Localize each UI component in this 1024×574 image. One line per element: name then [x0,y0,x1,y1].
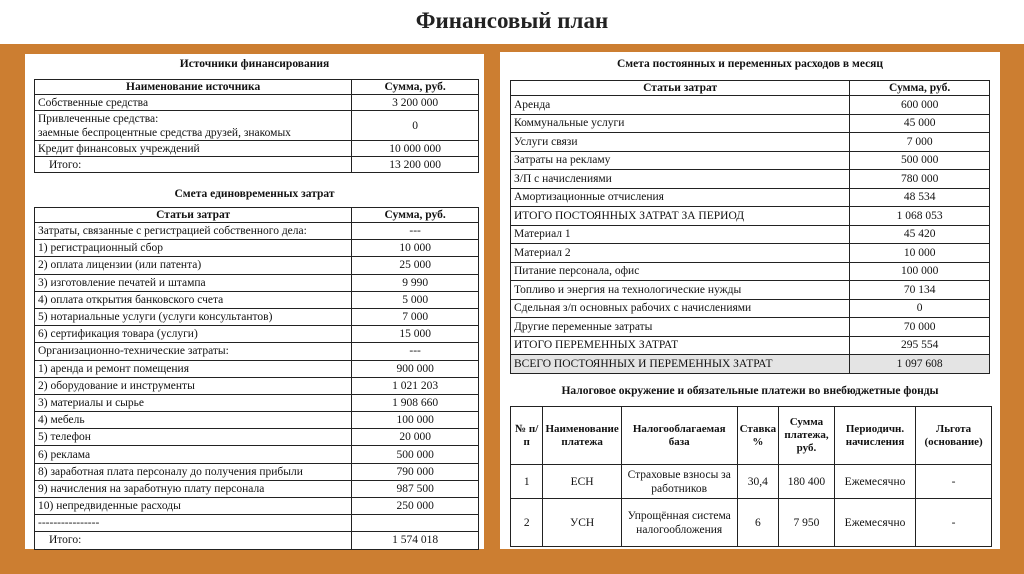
tax-cell-name: ЕСН [543,465,621,499]
cost-item-sum: 790 000 [352,463,479,480]
left-sheet [25,54,484,549]
cost-item-name: Аренда [511,96,850,115]
table-row [35,343,479,360]
table-row [35,257,479,274]
tax-cell-period: Ежемесячно [834,465,915,499]
cost-item-name: 3) изготовление печатей и штампа [35,274,352,291]
cost-item-name: ВСЕГО ПОСТОЯННЫХ И ПЕРЕМЕННЫХ ЗАТРАТ [511,355,850,374]
cost-item-sum: 7 000 [352,308,479,325]
col-header: Сумма платежа, руб. [779,407,835,465]
cost-item-name: 8) заработная плата персоналу до получения прибыли [35,463,352,480]
cost-item-sum: 1 097 608 [850,355,990,374]
cost-item-sum: 25 000 [352,257,479,274]
table-row [35,95,479,111]
table-row [511,133,990,152]
cost-item-name: ИТОГО ПЕРЕМЕННЫХ ЗАТРАТ [511,336,850,355]
cost-item-sum: 500 000 [850,151,990,170]
cost-item-sum: 0 [352,111,479,141]
tax-cell-period: Ежемесячно [834,499,915,547]
table-row [35,223,479,240]
cost-item-sum: 600 000 [850,96,990,115]
cost-item-name: 1) аренда и ремонт помещения [35,360,352,377]
cost-item-name: Затраты на рекламу [511,151,850,170]
cost-item-sum: 0 [850,299,990,318]
col-header: Статьи затрат [35,208,352,223]
table-row [35,446,479,463]
cost-item-sum: 7 000 [850,133,990,152]
cost-item-sum: 48 534 [850,188,990,207]
table-row [35,429,479,446]
sources-title: Источники финансирования [179,58,330,70]
table-row [511,114,990,133]
table-row [511,299,990,318]
cost-item-name: 9) начисления на заработную плату персонала [35,480,352,497]
cost-item-sum: 10 000 [850,244,990,263]
tax-cell-benefit: - [916,499,992,547]
cost-item-name: З/П с начислениями [511,170,850,189]
table-row [35,377,479,394]
tax-cell-num: 2 [511,499,543,547]
tax-cell-num: 1 [511,465,543,499]
cost-item-name: 6) сертификация товара (услуги) [35,326,352,343]
col-header: Сумма, руб. [850,81,990,96]
tax-cell-name: УСН [543,499,621,547]
table-row [511,281,990,300]
table-row [511,244,990,263]
col-header: № п/п [511,407,543,465]
col-header: Ставка % [737,407,778,465]
cost-item-name: ---------------- [35,515,352,532]
cost-item-sum: 1 021 203 [352,377,479,394]
cost-item-name: 5) телефон [35,429,352,446]
cost-item-sum: 15 000 [352,326,479,343]
cost-item-sum: --- [352,223,479,240]
cost-item-name: Материал 1 [511,225,850,244]
col-header: Сумма, руб. [352,208,479,223]
col-header: Наименование источника [35,80,352,95]
cost-item-name: Услуги связи [511,133,850,152]
cost-item-sum: 5 000 [352,291,479,308]
table-row [35,157,479,173]
tax-cell-sum: 7 950 [779,499,835,547]
table-row [511,96,990,115]
cost-item-name: 4) мебель [35,412,352,429]
col-header: Статьи затрат [511,81,850,96]
cost-item-name: 3) материалы и сырье [35,394,352,411]
cost-item-name: Другие переменные затраты [511,318,850,337]
cost-item-sum: 1 908 660 [352,394,479,411]
tax-cell-rate: 30,4 [737,465,778,499]
tax-title: Налоговое окружение и обязательные платежи во внебюджетные фонды [561,385,939,397]
cost-item-sum: 100 000 [850,262,990,281]
cost-item-sum: 1 068 053 [850,207,990,226]
tax-cell-base: Упрощённая система налогообложения [621,499,737,547]
table-row [35,498,479,515]
cost-item-name: 2) оборудование и инструменты [35,377,352,394]
table-row [35,326,479,343]
table-row [35,394,479,411]
table-row [35,412,479,429]
table-row [511,225,990,244]
right-sheet [500,52,1000,549]
cost-item-sum: 1 574 018 [352,532,479,549]
onetime-title: Смета единовременных затрат [174,188,335,200]
cost-item-name: Материал 2 [511,244,850,263]
cost-item-sum: 45 000 [850,114,990,133]
table-row [35,532,479,549]
table-row [511,170,990,189]
cost-item-sum: --- [352,343,479,360]
table-row [511,499,992,547]
sources-table [34,79,479,173]
monthly-table [510,80,990,374]
table-row [511,355,990,374]
col-header: Сумма, руб. [352,80,479,95]
cost-item-sum: 10 000 [352,240,479,257]
cost-item-sum: 70 134 [850,281,990,300]
cost-item-sum: 45 420 [850,225,990,244]
cost-item-sum [352,515,479,532]
cost-item-sum: 250 000 [352,498,479,515]
cost-item-name: Кредит финансовых учреждений [35,141,352,157]
cost-item-name: 6) реклама [35,446,352,463]
cost-item-sum: 100 000 [352,412,479,429]
cost-item-name: 4) оплата открытия банковского счета [35,291,352,308]
cost-item-sum: 900 000 [352,360,479,377]
table-row [35,515,479,532]
tax-cell-sum: 180 400 [779,465,835,499]
col-header: Наименование платежа [543,407,621,465]
table-row [35,463,479,480]
cost-item-name: Затраты, связанные с регистрацией собственного дела: [35,223,352,240]
cost-item-sum: 3 200 000 [352,95,479,111]
cost-item-name: Организационно-технические затраты: [35,343,352,360]
tax-cell-base: Страховые взносы за работников [621,465,737,499]
cost-item-name: Сдельная з/п основных рабочих с начислениями [511,299,850,318]
cost-item-sum: 780 000 [850,170,990,189]
table-row [35,274,479,291]
table-row [511,336,990,355]
table-row [35,291,479,308]
table-row [35,141,479,157]
table-row [35,111,479,141]
table-row [511,151,990,170]
cost-item-sum: 9 990 [352,274,479,291]
cost-item-name: Амортизационные отчисления [511,188,850,207]
col-header: Налогооблагаемая база [621,407,737,465]
table-row [511,188,990,207]
cost-item-sum: 987 500 [352,480,479,497]
cost-item-name: 5) нотариальные услуги (услуги консультантов) [35,308,352,325]
cost-item-name: 2) оплата лицензии (или патента) [35,257,352,274]
table-row [35,480,479,497]
cost-item-sum: 295 554 [850,336,990,355]
table-row [511,465,992,499]
cost-item-sum: 500 000 [352,446,479,463]
table-row [35,240,479,257]
slide-title: Финансовый план [415,8,609,33]
cost-item-sum: 70 000 [850,318,990,337]
cost-item-sum: 10 000 000 [352,141,479,157]
cost-item-name: Собственные средства [35,95,352,111]
cost-item-sum: 20 000 [352,429,479,446]
tax-cell-rate: 6 [737,499,778,547]
cost-item-name: Топливо и энергия на технологические нужды [511,281,850,300]
tax-cell-benefit: - [916,465,992,499]
table-row [35,360,479,377]
cost-item-name: Питание персонала, офис [511,262,850,281]
cost-item-name: Коммунальные услуги [511,114,850,133]
monthly-title: Смета постоянных и переменных расходов в месяц [616,58,884,70]
cost-item-name: Привлеченные средства: заемные беспроцентные средства друзей, знакомых [35,111,352,141]
cost-item-name: Итого: [35,157,352,173]
cost-item-name: 1) регистрационный сбор [35,240,352,257]
cost-item-sum: 13 200 000 [352,157,479,173]
cost-item-name: Итого: [35,532,352,549]
cost-item-name: 10) непредвиденные расходы [35,498,352,515]
table-row [511,207,990,226]
table-row [511,318,990,337]
col-header: Периодичн. начисления [834,407,915,465]
cost-item-name: ИТОГО ПОСТОЯННЫХ ЗАТРАТ ЗА ПЕРИОД [511,207,850,226]
col-header: Льгота (основание) [916,407,992,465]
table-row [35,308,479,325]
onetime-table [34,207,479,550]
table-row [511,262,990,281]
tax-table [510,406,992,547]
